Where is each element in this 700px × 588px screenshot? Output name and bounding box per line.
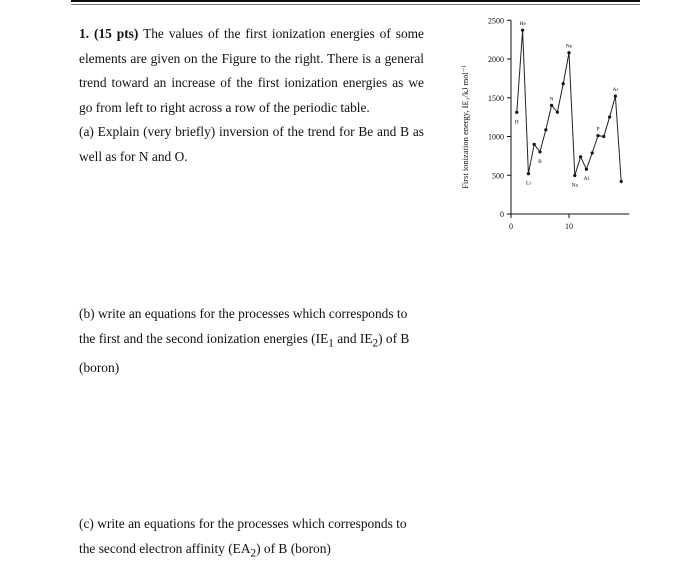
x-tick-label: 0 bbox=[509, 222, 513, 231]
data-point bbox=[608, 115, 611, 118]
part-b-text-2: and IE bbox=[333, 330, 373, 346]
point-label: Ne bbox=[565, 43, 573, 50]
question-points: (15 pts) bbox=[93, 26, 139, 41]
y-tick-label: 2500 bbox=[488, 16, 504, 26]
chart-marks bbox=[515, 29, 623, 184]
part-b-text-3: ) of B (boron) bbox=[79, 330, 410, 375]
part-b-text-1: (b) write an equations for the processes which corresponds to the first and the second ionization energies (IE bbox=[79, 306, 408, 346]
question-1-intro bbox=[79, 22, 424, 120]
data-point bbox=[521, 29, 524, 32]
part-a-text: (a) Explain (very briefly) inversion of the trend for Be and B as well as for N and O. bbox=[79, 124, 424, 164]
data-point bbox=[602, 135, 605, 138]
y-tick-label: 0 bbox=[500, 210, 504, 219]
point-label: B bbox=[538, 158, 542, 165]
data-point bbox=[579, 155, 582, 158]
part-c-sub: 2 bbox=[250, 547, 257, 560]
data-point bbox=[544, 128, 547, 131]
data-point bbox=[533, 143, 536, 146]
y-tick-label: 500 bbox=[492, 171, 504, 181]
data-point bbox=[596, 134, 599, 137]
part-c-text bbox=[79, 512, 424, 566]
data-point bbox=[614, 95, 617, 98]
point-label: N bbox=[549, 96, 554, 103]
part-c-text-1: (c) write an equations for the processes which corresponds to the second electron affinity (EA bbox=[79, 516, 407, 556]
part-c-text-2: ) of B (boron) bbox=[256, 540, 331, 556]
y-tick-label: 2000 bbox=[488, 55, 504, 64]
data-point bbox=[527, 172, 530, 175]
point-label: Na bbox=[571, 182, 579, 189]
point-label: He bbox=[519, 21, 526, 28]
y-axis-label: First ionization energy, IE₁/kJ mol⁻¹ bbox=[460, 65, 470, 189]
data-point bbox=[591, 151, 594, 154]
part-b bbox=[79, 302, 419, 380]
data-point bbox=[556, 111, 559, 114]
point-label: Al bbox=[583, 176, 590, 183]
point-label: P bbox=[596, 126, 600, 133]
data-point bbox=[585, 168, 588, 171]
point-label: Ar bbox=[612, 87, 619, 94]
question-number: 1. bbox=[79, 26, 90, 41]
top-rule bbox=[71, 0, 640, 2]
part-b-sub-2: 2 bbox=[372, 337, 379, 350]
part-c bbox=[79, 512, 424, 566]
data-point bbox=[567, 51, 570, 54]
question-1-intro-text: The values of the first ionization energies of some elements are given on the Figure to the right. There is a general trend toward an increase of the first ionization energies as we go from left to right across a row of the periodic table. bbox=[79, 26, 424, 115]
data-point bbox=[573, 174, 576, 177]
data-point bbox=[550, 104, 553, 107]
y-tick-label: 1500 bbox=[488, 93, 504, 103]
x-tick-label: 10 bbox=[565, 222, 573, 231]
point-label: H bbox=[514, 119, 519, 126]
data-point bbox=[538, 150, 541, 153]
data-point bbox=[620, 180, 623, 183]
point-label: Li bbox=[525, 180, 531, 187]
y-tick-label: 1000 bbox=[488, 132, 504, 142]
top-rule-thin bbox=[71, 4, 640, 5]
data-point bbox=[562, 82, 565, 85]
part-b-text bbox=[79, 302, 419, 380]
part-b-sub-1: 1 bbox=[328, 337, 334, 350]
question-1 bbox=[79, 22, 424, 169]
ionization-energy-chart bbox=[448, 16, 633, 262]
data-point bbox=[515, 111, 518, 114]
